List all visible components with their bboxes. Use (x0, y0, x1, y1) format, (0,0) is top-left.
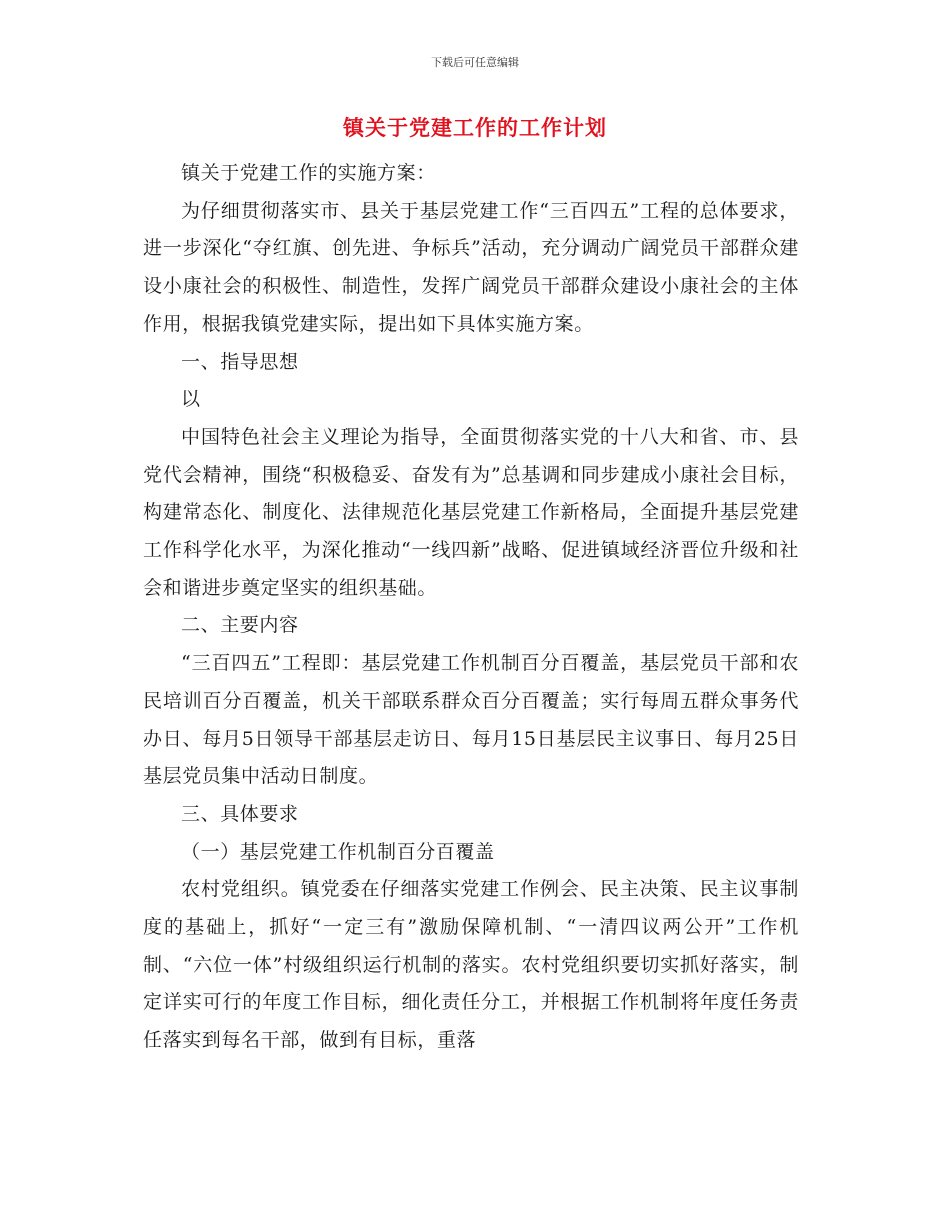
document-body (143, 155, 799, 1060)
page-header-note: 下载后可任意编辑 (431, 56, 519, 69)
body-paragraph: 以 (181, 388, 201, 411)
body-paragraph: “三百四五”工程即：基层党建工作机制百分百覆盖，基层党员干部和农民培训百分百覆盖，机关干部联系群众百分百覆盖；实行每周五群众事务代办日、每月5日领导干部基层走访日、每月15日基层民主议事日、每月25日基层党员集中活动日制度。 (143, 652, 799, 788)
document-title: 镇关于党建工作的工作计划 (343, 115, 607, 140)
section-heading: 三、具体要求 (181, 802, 299, 825)
body-paragraph: 中国特色社会主义理论为指导，全面贯彻落实党的十八大和省、市、县党代会精神，围绕“积极稳妥、奋发有为”总基调和同步建成小康社会目标，构建常态化、制度化、法律规范化基层党建工作新格局，全面提升基层党建工作科学化水平，为深化推动“一线四新”战略、促进镇域经济晋位升级和社会和谐进步奠定坚实的组织基础。 (143, 425, 799, 599)
body-paragraph: 镇关于党建工作的实施方案： (181, 162, 436, 184)
body-paragraph: 为仔细贯彻落实市、县关于基层党建工作“三百四五”工程的总体要求，进一步深化“夺红旗、创先进、争标兵”活动，充分调动广阔党员干部群众建设小康社会的积极性、制造性，发挥广阔党员干部群众建设小康社会的主体作用，根据我镇党建实际，提出如下具体实施方案。 (143, 199, 799, 335)
subsection-heading: （一）基层党建工作机制百分百覆盖 (181, 840, 495, 863)
section-heading: 一、指导思想 (181, 350, 299, 373)
body-paragraph: 农村党组织。镇党委在仔细落实党建工作例会、民主决策、民主议事制度的基础上，抓好“一定三有”激励保障机制、“一清四议两公开”工作机制、“六位一体”村级组织运行机制的落实。农村党组织要切实抓好落实，制定详实可行的年度工作目标，细化责任分工，并根据工作机制将年度任务责任落实到每名干部，做到有目标，重落 (143, 878, 799, 1052)
section-heading: 二、主要内容 (181, 614, 299, 637)
